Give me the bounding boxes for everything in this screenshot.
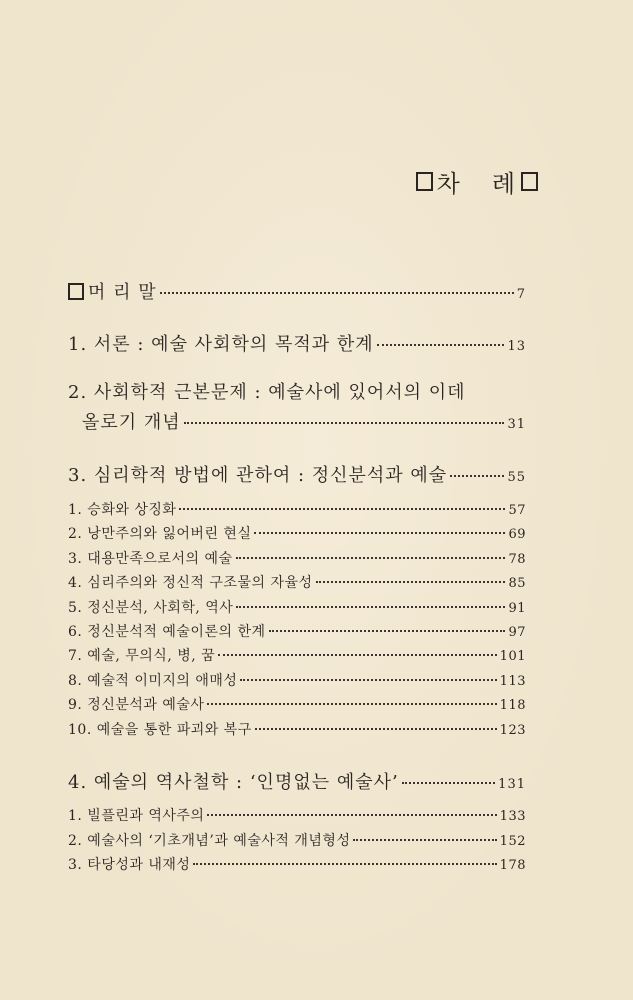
page-number: 123 — [499, 722, 526, 738]
toc-subitem[interactable] — [68, 523, 526, 543]
page-number: 78 — [508, 551, 526, 567]
page-number: 69 — [508, 527, 526, 543]
subitem-label: 1. 빌플린과 역사주의 — [68, 808, 205, 824]
leader-dots — [218, 654, 496, 656]
subitem-label: 9. 정신분석과 예술사 — [68, 697, 205, 714]
page-number: 91 — [508, 600, 526, 616]
page-number: 133 — [499, 809, 526, 824]
toc-preface[interactable] — [68, 278, 526, 304]
title-box-right — [521, 172, 538, 191]
toc-subitem[interactable] — [68, 645, 526, 665]
toc-chapter-2-line1[interactable] — [68, 378, 526, 404]
leader-dots — [184, 422, 505, 424]
toc-subitem[interactable] — [68, 548, 526, 568]
page-title — [416, 164, 538, 199]
leader-dots — [179, 508, 505, 510]
leader-dots — [240, 679, 496, 681]
leader-dots — [236, 606, 505, 608]
toc-subitem[interactable] — [68, 670, 526, 690]
toc-subitem[interactable] — [68, 830, 526, 850]
toc-subitem[interactable] — [68, 572, 526, 592]
chapter-label: 3. 심리학적 방법에 관하여 : 정신분석과 예술 — [68, 465, 448, 486]
chapter-label: 4. 예술의 역사철학 : ‘인명없는 예술사’ — [68, 772, 399, 793]
page-number: 152 — [499, 833, 526, 849]
leader-dots — [255, 728, 497, 730]
toc-subitem[interactable] — [68, 499, 526, 519]
toc-subitem[interactable] — [68, 694, 526, 714]
subitem-label: 3. 대용만족으로서의 예술 — [68, 550, 233, 567]
page-number: 178 — [499, 858, 526, 873]
toc-subitem[interactable] — [68, 805, 526, 825]
subitem-label: 6. 정신분석적 예술이론의 한계 — [68, 624, 266, 640]
toc-subitem[interactable] — [68, 719, 526, 739]
preface-box — [68, 283, 84, 300]
page-number: 7 — [516, 287, 526, 302]
leader-dots — [402, 782, 495, 784]
title-box-left — [416, 172, 433, 191]
subitem-label: 7. 예술, 무의식, 병, 꿈 — [68, 648, 216, 665]
subitem-label: 4. 심리주의와 정신적 구조물의 자율성 — [68, 575, 313, 592]
toc-chapter-3[interactable] — [68, 461, 526, 487]
leader-dots — [160, 292, 514, 294]
toc-chapter-2-line2[interactable] — [82, 408, 526, 434]
toc-chapter-4[interactable] — [68, 768, 526, 794]
subitem-label: 5. 정신분석, 사회학, 역사 — [68, 599, 234, 616]
page-number: 31 — [507, 417, 526, 432]
page-number: 13 — [507, 339, 526, 354]
chapter-label-cont: 올로기 개념 — [82, 412, 181, 433]
toc-subitem[interactable] — [68, 854, 526, 874]
leader-dots — [377, 344, 505, 346]
subitem-label: 2. 예술사의 ‘기초개념’과 예술사적 개념형성 — [68, 832, 351, 849]
title-char-1: 차 — [436, 170, 462, 198]
subitem-label: 3. 타당성과 내재성 — [68, 857, 191, 873]
leader-dots — [269, 630, 506, 632]
chapter-label: 1. 서론 : 예술 사회학의 목적과 한계 — [68, 334, 374, 355]
leader-dots — [207, 814, 496, 816]
toc-subitem[interactable] — [68, 621, 526, 641]
page-number: 101 — [499, 649, 526, 665]
leader-dots — [316, 581, 506, 583]
page-number: 131 — [498, 777, 526, 792]
leader-dots — [207, 703, 496, 705]
page-number: 97 — [508, 625, 526, 640]
subitem-label: 10. 예술을 통한 파괴와 복구 — [68, 721, 252, 738]
chapter-label: 2. 사회학적 근본문제 : 예술사에 있어서의 이데 — [68, 382, 466, 403]
subitem-label: 2. 낭만주의와 잃어버린 현실 — [68, 526, 252, 543]
page-number: 118 — [499, 698, 526, 714]
leader-dots — [254, 532, 505, 534]
toc-subitem[interactable] — [68, 597, 526, 617]
title-char-2: 례 — [491, 170, 517, 198]
toc-chapter-1[interactable] — [68, 330, 526, 356]
page-number: 55 — [507, 470, 526, 485]
subitem-label: 1. 승화와 상징화 — [68, 502, 177, 518]
subitem-label: 8. 예술적 이미지의 애매성 — [68, 672, 238, 689]
leader-dots — [353, 839, 496, 841]
page-number: 85 — [508, 576, 526, 592]
preface-label: 머 리 말 — [88, 282, 157, 303]
page-number: 113 — [499, 673, 526, 689]
page-number: 57 — [508, 503, 526, 518]
leader-dots — [193, 863, 496, 865]
leader-dots — [450, 475, 504, 477]
leader-dots — [236, 557, 506, 559]
